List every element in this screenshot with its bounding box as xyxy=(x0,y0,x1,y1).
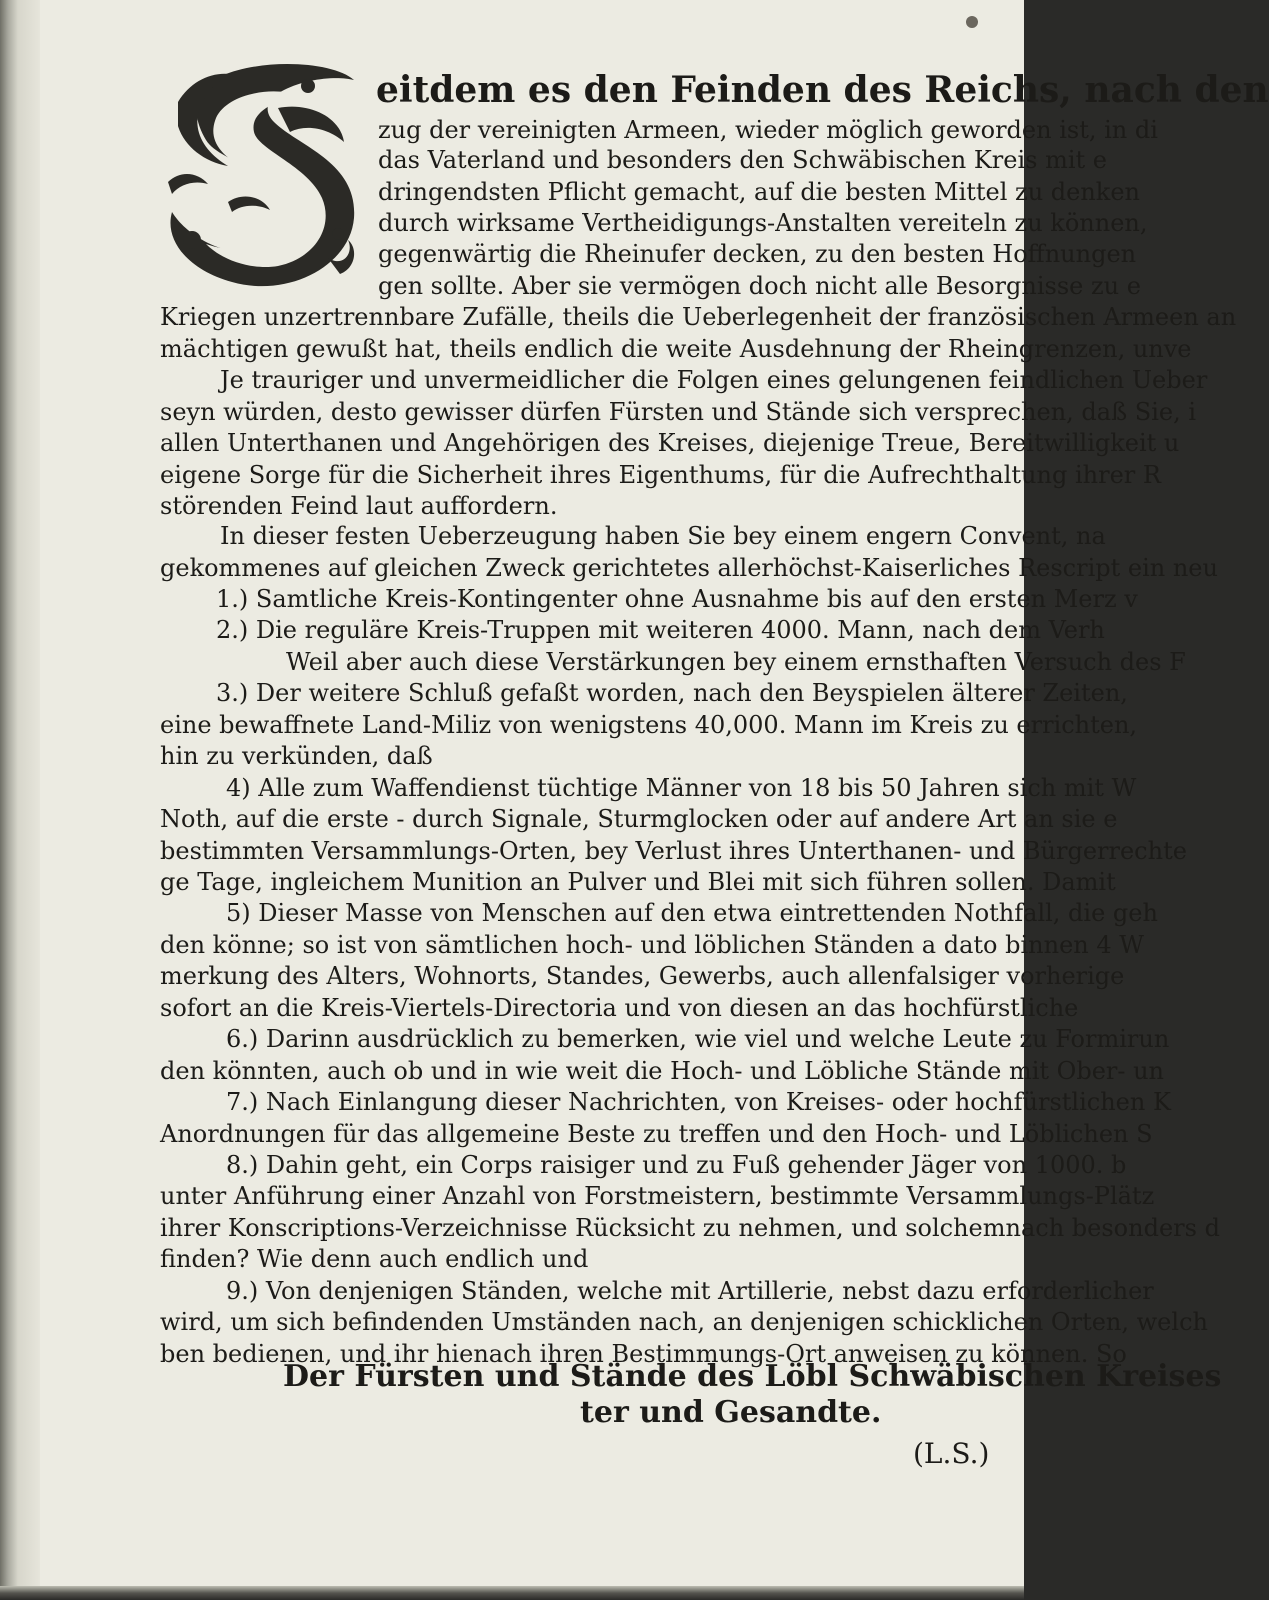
text-line: 2.) Die reguläre Kreis-Truppen mit weiteren 4000. Mann, nach dem Verh xyxy=(216,616,1105,644)
text-line: hin zu verkünden, daß xyxy=(160,742,433,770)
ornamental-initial-s xyxy=(158,62,362,290)
text-line: ihrer Konscriptions-Verzeichnisse Rücksicht zu nehmen, und solchemnach besonders d xyxy=(160,1214,1220,1242)
text-line: den könnten, auch ob und in wie weit die Hoch- und Löbliche Stände mit Ober- un xyxy=(160,1057,1165,1085)
text-line: ben bedienen, und ihr hienach ihren Bestimmungs-Ort anweisen zu können. So xyxy=(160,1340,1127,1368)
text-line: 7.) Nach Einlangung dieser Nachrichten, von Kreises- oder hochfürstlichen K xyxy=(226,1088,1171,1116)
text-line: 9.) Von denjenigen Ständen, welche mit Artillerie, nebst dazu erforderlicher xyxy=(226,1277,1154,1305)
text-line: finden? Wie denn auch endlich und xyxy=(160,1245,589,1273)
text-line: allen Unterthanen und Angehörigen des Kreises, diejenige Treue, Bereitwilligkeit u xyxy=(160,429,1180,457)
text-line: 1.) Samtliche Kreis-Kontingenter ohne Ausnahme bis auf den ersten Merz v xyxy=(216,585,1138,613)
text-line: bestimmten Versammlungs-Orten, bey Verlust ihres Unterthanen- und Bürgerrechte xyxy=(160,837,1187,865)
text-line: Kriegen unzertrennbare Zufälle, theils die Ueberlegenheit der französischen Armeen an xyxy=(160,303,1237,331)
seal-mark: (L.S.) xyxy=(913,1437,990,1470)
page-bottom-edge xyxy=(0,1586,1024,1600)
text-line: 8.) Dahin geht, ein Corps raisiger und zu Fuß gehender Jäger von 1000. b xyxy=(226,1151,1127,1179)
text-line: den könne; so ist von sämtlichen hoch- und löblichen Ständen a dato binnen 4 W xyxy=(160,931,1144,959)
text-line: Noth, auf die erste - durch Signale, Sturmglocken oder auf andere Art an sie e xyxy=(160,805,1118,833)
paper-hole xyxy=(966,16,978,28)
text-line: 6.) Darinn ausdrücklich zu bemerken, wie viel und welche Leute zu Formirun xyxy=(226,1025,1170,1053)
signature-line: ter und Gesandte. xyxy=(580,1395,882,1430)
text-line: sofort an die Kreis-Viertels-Directoria und von diesen an das hochfürstliche xyxy=(160,994,1079,1022)
text-line: merkung des Alters, Wohnorts, Standes, Gewerbs, auch allenfalsiger vorherige xyxy=(160,962,1125,990)
text-line: zug der vereinigten Armeen, wieder möglich geworden ist, in di xyxy=(378,116,1158,144)
text-line: 4) Alle zum Waffendienst tüchtige Männer von 18 bis 50 Jahren sich mit W xyxy=(226,774,1137,802)
text-line: In dieser festen Ueberzeugung haben Sie bey einem engern Convent, na xyxy=(220,522,1106,550)
text-line: eine bewaffnete Land-Miliz von wenigstens 40,000. Mann im Kreis zu errichten, xyxy=(160,711,1138,739)
text-line: wird, um sich befindenden Umständen nach, an denjenigen schicklichen Orten, welch xyxy=(160,1308,1208,1336)
text-line: 5) Dieser Masse von Menschen auf den etwa eintrettenden Nothfall, die geh xyxy=(226,899,1158,927)
text-line: Anordnungen für das allgemeine Beste zu treffen und den Hoch- und Löblichen S xyxy=(160,1120,1153,1148)
text-line: dringendsten Pflicht gemacht, auf die besten Mittel zu denken xyxy=(378,178,1141,206)
signature-line: Der Fürsten und Stände des Löbl Schwäbischen Kreises xyxy=(283,1359,1222,1394)
text-line: seyn würden, desto gewisser dürfen Fürsten und Stände sich versprechen, daß Sie, i xyxy=(160,398,1197,426)
text-line: Weil aber auch diese Verstärkungen bey einem ernsthaften Versuch des F xyxy=(286,648,1186,676)
text-line: ge Tage, ingleichem Munition an Pulver und Blei mit sich führen sollen. Damit xyxy=(160,868,1116,896)
text-line: mächtigen gewußt hat, theils endlich die weite Ausdehnung der Rheingrenzen, unve xyxy=(160,335,1192,363)
text-line: das Vaterland und besonders den Schwäbischen Kreis mit e xyxy=(378,146,1108,174)
page-left-edge xyxy=(0,0,40,1600)
text-line: störenden Feind laut auffordern. xyxy=(160,492,558,520)
text-line: gekommenes auf gleichen Zweck gerichtetes allerhöchst-Kaiserliches Rescript ein neu xyxy=(160,554,1218,582)
text-line: eigene Sorge für die Sicherheit ihres Eigenthums, für die Aufrechthaltung ihrer R xyxy=(160,461,1161,489)
text-line: gegenwärtig die Rheinufer decken, zu den besten Hoffnungen xyxy=(378,240,1137,268)
text-line: gen sollte. Aber sie vermögen doch nicht alle Besorgnisse zu e xyxy=(378,272,1141,300)
text-line: eitdem es den Feinden des Reichs, nach den xyxy=(376,69,1269,111)
text-line: Je trauriger und unvermeidlicher die Folgen eines gelungenen feindlichen Ueber xyxy=(220,366,1208,394)
text-line: durch wirksame Vertheidigungs-Anstalten vereiteln zu können, xyxy=(378,209,1148,237)
text-line: 3.) Der weitere Schluß gefaßt worden, nach den Beyspielen älterer Zeiten, xyxy=(216,679,1128,707)
text-line: unter Anführung einer Anzahl von Forstmeistern, bestimmte Versammlungs-Plätz xyxy=(160,1182,1155,1210)
